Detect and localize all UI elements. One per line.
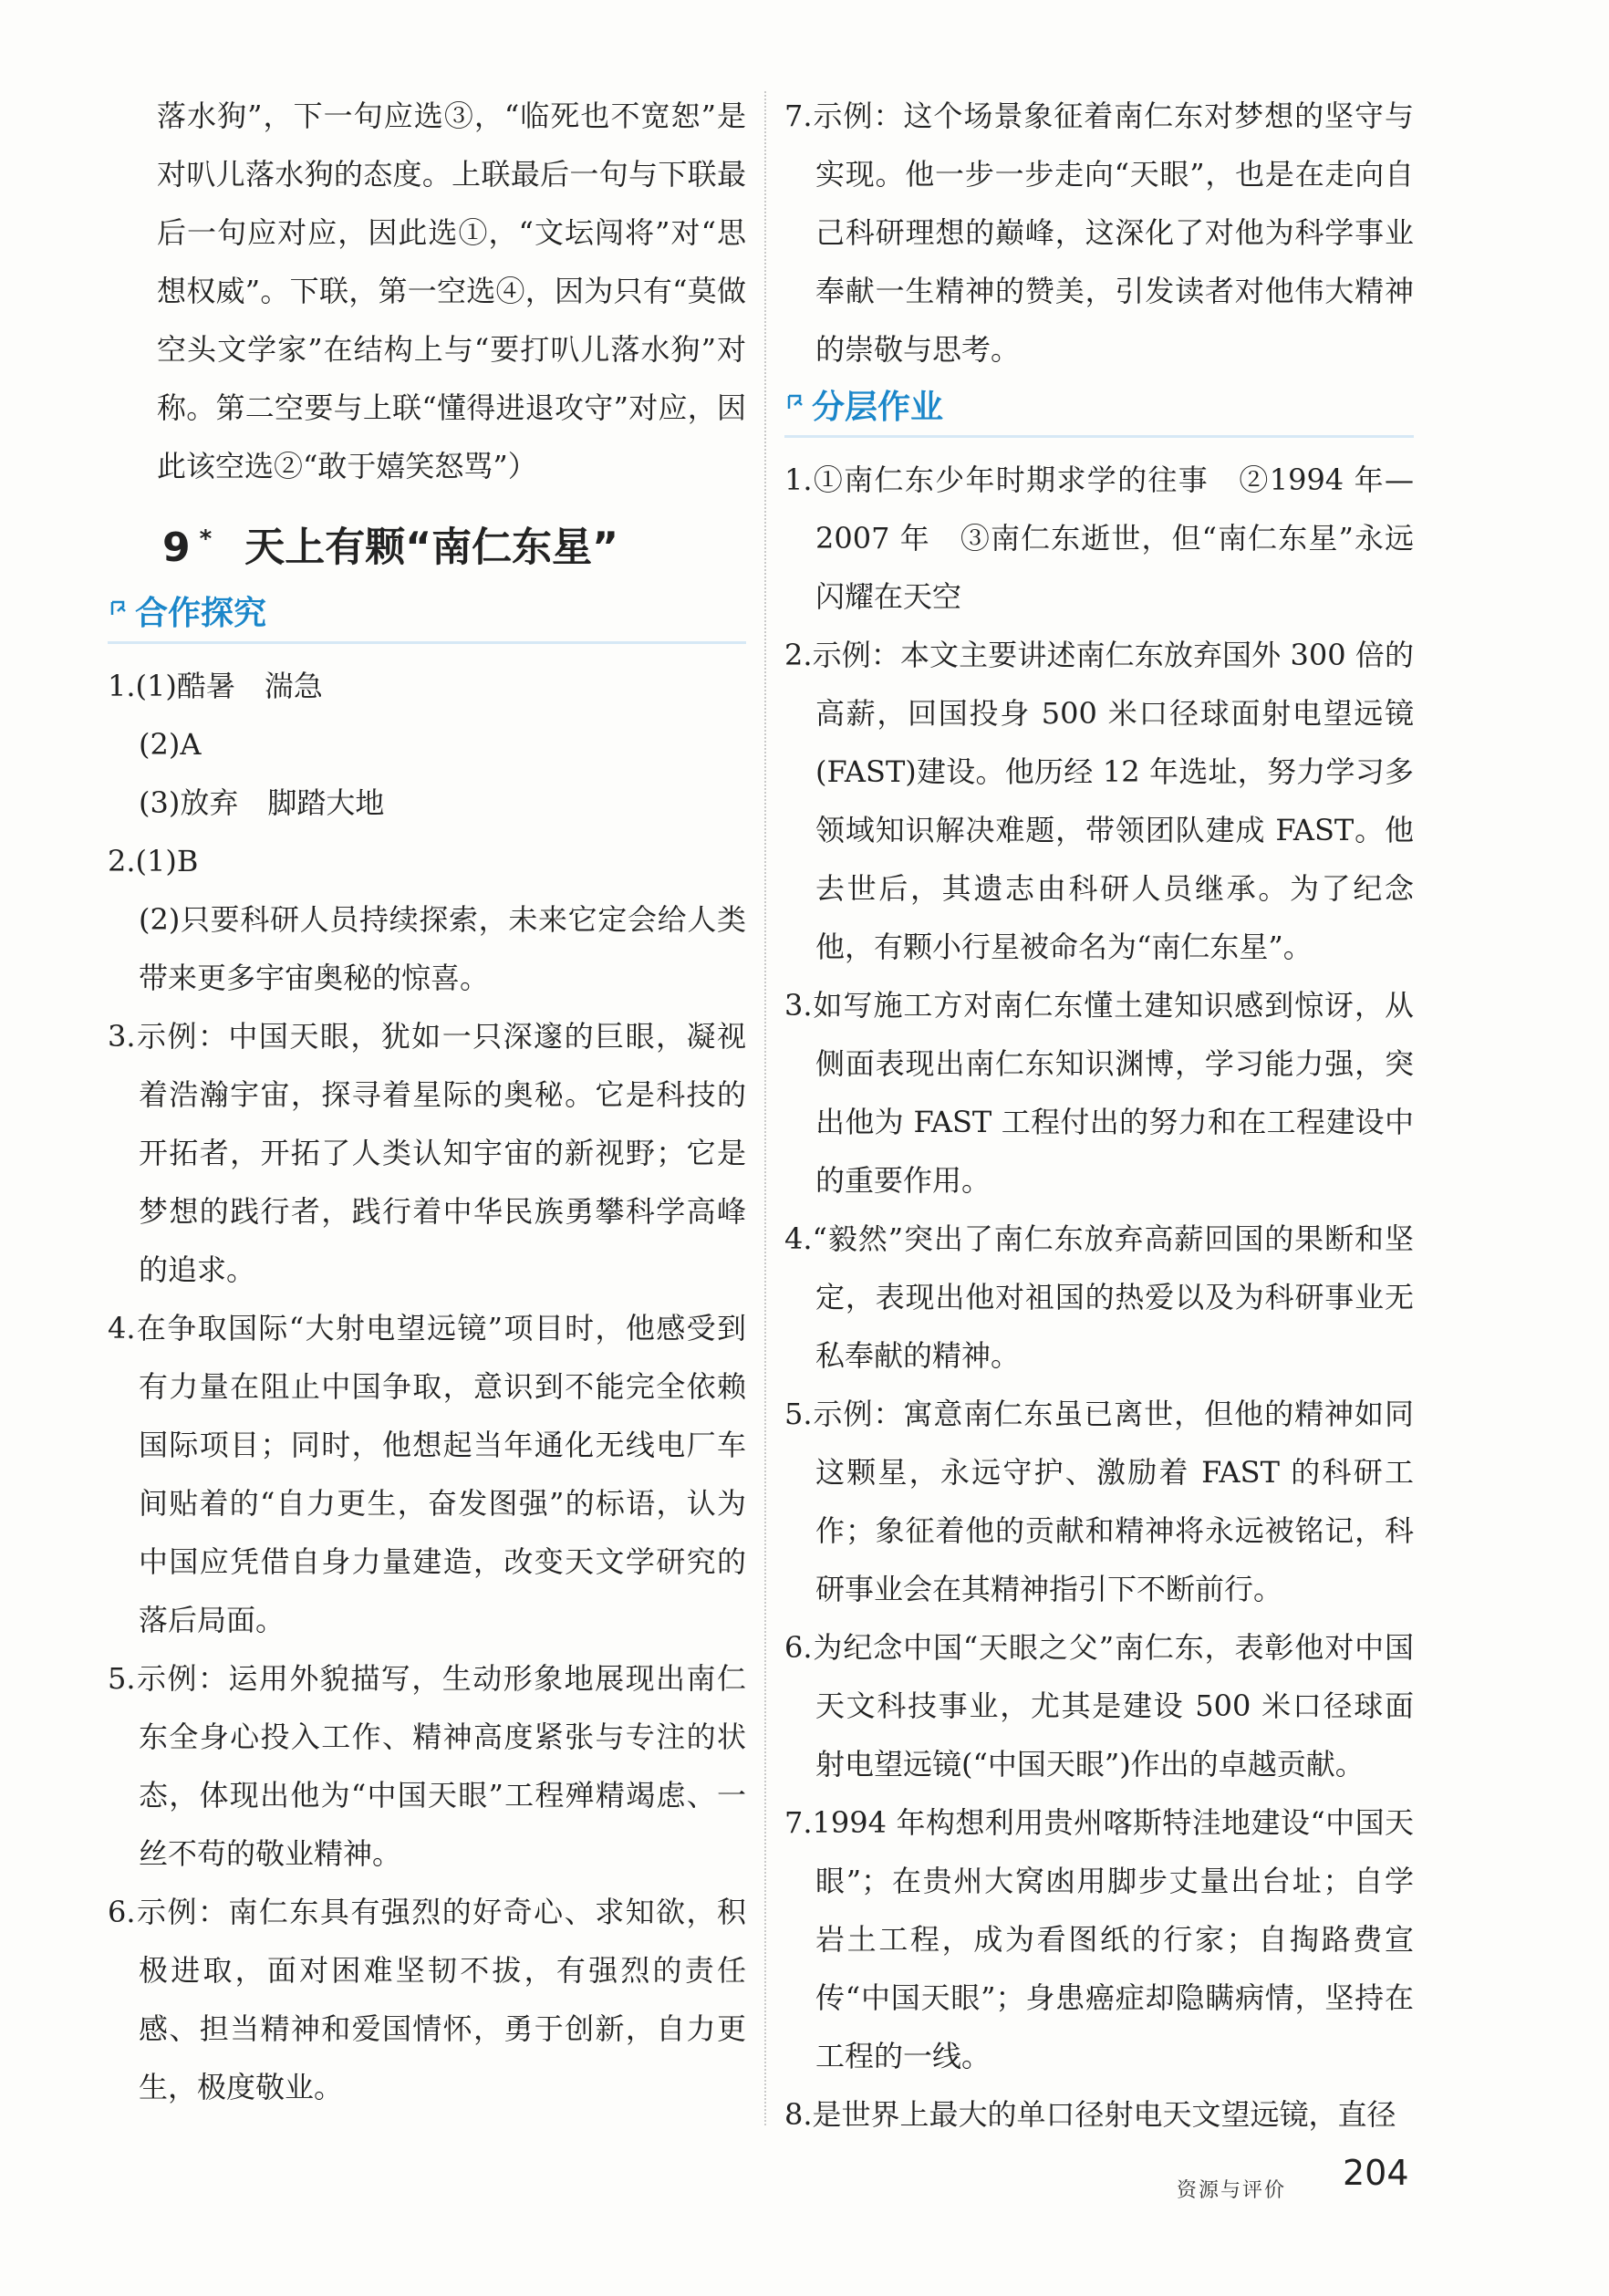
section-header-cooperation — [108, 588, 746, 644]
list-item: 7.1994 年构想利用贵州喀斯特洼地建设“中国天眼”；在贵州大窝凼用脚步丈量出台址；自学岩土工程，成为看图纸的行家；自掏路费宣传“中国天眼”；身患癌症却隐瞒病情，坚持在工程的一线。 — [784, 1805, 1414, 2073]
list-item: 1.①南仁东少年时期求学的往事 ②1994 年—2007 年 ③南仁东逝世，但“南仁东星”永远闪耀在天空 — [784, 462, 1414, 614]
item-list-right — [784, 451, 1414, 2144]
footer-label: 资源与评价 — [1177, 2179, 1287, 2202]
list-item: 4.“毅然”突出了南仁东放弃高薪回国的果断和坚定，表现出他对祖国的热爱以及为科研事业无私奉献的精神。 — [784, 1221, 1414, 1373]
list-item: 7.示例：这个场景象征着南仁东对梦想的坚守与实现。他一步一步走向“天眼”，也是在走向自己科研理想的巅峰，这深化了对他为科学事业奉献一生精神的赞美，引发读者对他伟大精神的崇敬与思考。 — [784, 99, 1414, 367]
list-item: 8.是世界上最大的单口径射电天文望远镜，直径 — [784, 2097, 1396, 2132]
list-item: 5.示例：寓意南仁东虽已离世，但他的精神如同这颗星，永远守护、激励着 FAST 的科研工作；象征着他的贡献和精神将永远被铭记，科研事业会在其精神指引下不断前行。 — [784, 1397, 1414, 1606]
lesson-number: 9 — [162, 524, 191, 571]
list-item: 3.如写施工方对南仁东懂土建知识感到惊讶，从侧面表现出南仁东知识渊博，学习能力强，突出他为 FAST 工程付出的努力和在工程建设中的重要作用。 — [784, 988, 1414, 1198]
list-item: 1.(1)酷暑 湍急 — [108, 668, 323, 703]
list-item-sub: (3)放弃 脚踏大地 — [139, 784, 385, 820]
list-item: 6.为纪念中国“天眼之父”南仁东，表彰他对中国天文科技事业，尤其是建设 500 米口径球面射电望远镜(“中国天眼”)作出的卓越贡献。 — [784, 1630, 1414, 1782]
list-item: 2.示例：本文主要讲述南仁东放弃国外 300 倍的高薪，回国投身 500 米口径球面射电望远镜(FAST)建设。他历经 12 年选址，努力学习多领域知识解决难题，带领团队建成 FAST。他去世后，其遗志由科研人员继承。为了纪念他，有颗小行星被命名为“南仁东星”。 — [784, 638, 1414, 964]
lesson-title — [162, 503, 746, 585]
section-bookmark-icon — [786, 393, 806, 413]
item-list-left — [108, 657, 746, 2116]
section-title: 分层作业 — [812, 389, 944, 426]
column-divider — [764, 91, 766, 2125]
list-item: 6.示例：南仁东具有强烈的好奇心、求知欲，积极进取，面对困难坚韧不拔，有强烈的责任感、担当精神和爱国情怀，勇于创新，自力更生，极度敬业。 — [108, 1894, 746, 2104]
section-title: 合作探究 — [135, 594, 267, 632]
section-header-layered — [784, 382, 1414, 438]
list-item-sub: (2)A — [139, 726, 202, 762]
lesson-title-text: 天上有颗“南仁东星” — [244, 524, 619, 571]
page-number: 204 — [1343, 2153, 1409, 2193]
left-column — [108, 87, 746, 2116]
list-item: 4.在争取国际“大射电望远镜”项目时，他感受到有力量在阻止中国争取，意识到不能完全依赖国际项目；同时，他想起当年通化无线电厂车间贴着的“自力更生，奋发图强”的标语，认为中国应凭借自身力量建造，改变天文学研究的落后局面。 — [108, 1310, 746, 1637]
list-item-sub: (2)只要科研人员持续探索，未来它定会给人类带来更多宇宙奥秘的惊喜。 — [139, 901, 746, 995]
list-item: 5.示例：运用外貌描写，生动形象地展现出南仁东全身心投入工作、精神高度紧张与专注的状态，体现出他为“中国天眼”工程殚精竭虑、一丝不苟的敬业精神。 — [108, 1660, 746, 1871]
list-item: 2.(1)B — [108, 843, 199, 878]
lesson-star: * — [199, 525, 213, 553]
right-column — [784, 87, 1414, 2144]
section-bookmark-icon — [109, 599, 130, 619]
continuation-text: 落水狗”，下一句应选③，“临死也不宽恕”是对叭儿落水狗的态度。上联最后一句与下联最后一句应对应，因此选①，“文坛闯将”对“思想权威”。下联，第一空选④，因为只有“莫做空头文学家”在结构上与“要打叭儿落水狗”对称。第二空要与上联“懂得进退攻守”对应，因此该空选②“敢于嬉笑怒骂”） — [157, 99, 746, 483]
list-item: 3.示例：中国天眼，犹如一只深邃的巨眼，凝视着浩瀚宇宙，探寻着星际的奥秘。它是科技的开拓者，开拓了人类认知宇宙的新视野；它是梦想的践行者，践行着中华民族勇攀科学高峰的追求。 — [108, 1018, 746, 1287]
